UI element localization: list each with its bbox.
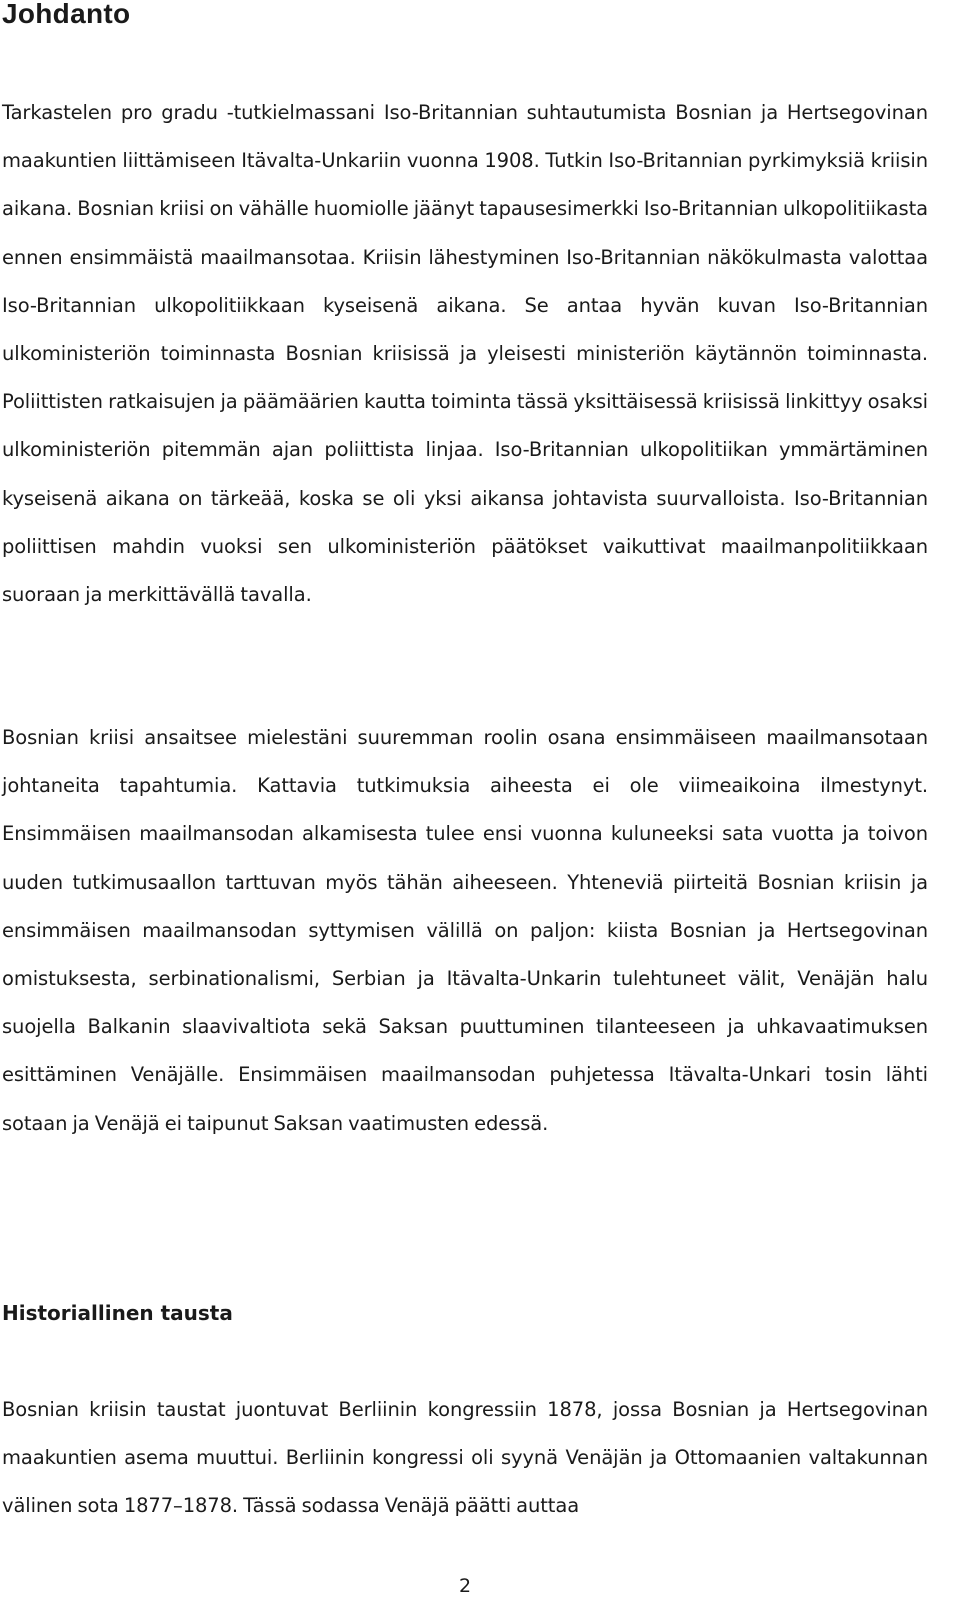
section-title: Johdanto	[2, 0, 131, 29]
paragraph-intro: Tarkastelen pro gradu -tutkielmassani Iso-Britannian suhtautumista Bosnian ja Hertsegovinan maakuntien liittämiseen Itävalta-Unkariin vuonna 1908. Tutkin Iso-Britannian pyrkimyksiä kriisin aikana. Bosnian kriisi on vähälle huomiolle jäänyt tapausesimerkki Iso-Britannian ulkopolitiikasta ennen ensimmäistä maailmansotaa. Kriisin lähestyminen Iso-Britannian näkökulmasta valottaa Iso-Britannian ulkopolitiikkaan kyseisenä aikana. Se antaa hyvän kuvan Iso-Britannian ulkoministeriön toiminnasta Bosnian kriisissä ja yleisesti ministeriön käytännön toiminnasta. Poliittisten ratkaisujen ja päämäärien kautta toiminta tässä yksittäisessä kriisissä linkittyy osaksi ulkoministeriön pitemmän ajan poliittista linjaa. Iso-Britannian ulkopolitiikan ymmärtäminen kyseisenä aikana on tärkeää, koska se oli yksi aikansa johtavista suurvalloista. Iso-Britannian poliittisen mahdin vuoksi sen ulkoministeriön päätökset vaikuttivat maailmanpolitiikkaan suoraan ja merkittävällä tavalla.	[2, 101, 928, 607]
subsection-title: Historiallinen tausta	[2, 1301, 233, 1325]
page-number: 2	[458, 1575, 472, 1597]
paragraph-significance: Bosnian kriisi ansaitsee mielestäni suuremman roolin osana ensimmäiseen maailmansotaan johtaneita tapahtumia. Kattavia tutkimuksia aiheesta ei ole viimeaikoina ilmestynyt. Ensimmäisen maailmansodan alkamisesta tulee ensi vuonna kuluneeksi sata vuotta ja toivon uuden tutkimusaallon tarttuvan myös tähän aiheeseen. Yhteneviä piirteitä Bosnian kriisin ja ensimmäisen maailmansodan syttymisen välillä on paljon: kiista Bosnian ja Hertsegovinan omistuksesta, serbinationalismi, Serbian ja Itävalta-Unkarin tulehtuneet välit, Venäjän halu suojella Balkanin slaavivaltiota sekä Saksan puuttuminen tilanteeseen ja uhkavaatimuksen esittäminen Venäjälle. Ensimmäisen maailmansodan puhjetessa Itävalta-Unkari tosin lähti sotaan ja Venäjä ei taipunut Saksan vaatimusten edessä.	[2, 726, 928, 1135]
paragraph-background: Bosnian kriisin taustat juontuvat Berliinin kongressiin 1878, jossa Bosnian ja Hertsegovinan maakuntien asema muuttui. Berliinin kongressi oli syynä Venäjän ja Ottomaanien valtakunnan välinen sota 1877–1878. Tässä sodassa Venäjä päätti auttaa	[2, 1398, 928, 1518]
